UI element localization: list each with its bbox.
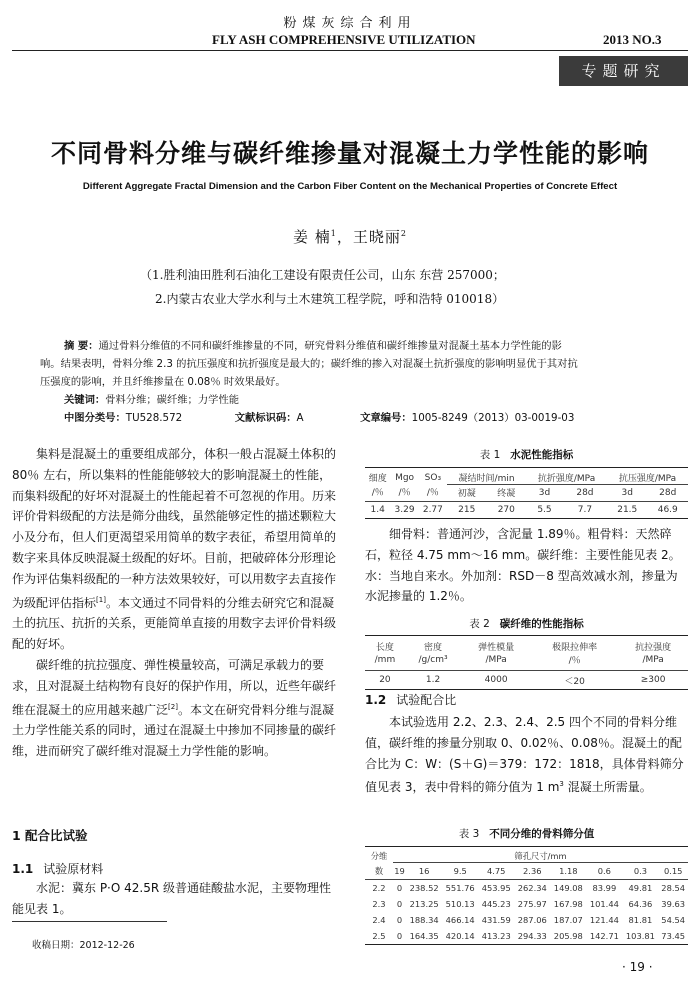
table-1-caption <box>365 447 688 462</box>
abstract-text-1: 通过骨料分维值的不同和碳纤维掺量的不同，研究骨料分维值和碳纤维掺量对混凝土基本力学性能的影 <box>98 340 562 352</box>
reference-1: [1] <box>96 595 106 604</box>
t2-header: 密度 <box>424 643 443 653</box>
abstract-label: 摘 要： <box>64 340 99 352</box>
materials-paragraph <box>12 878 336 920</box>
subsection-1-2-heading <box>365 691 456 708</box>
author-1: 姜 楠 <box>293 228 331 246</box>
left-column <box>12 444 336 762</box>
t3-h-dim: 分维 <box>370 851 388 862</box>
table-cell: 466.14 <box>445 914 475 925</box>
mix-sup: 3 <box>559 780 564 789</box>
t3-size: 1.18 <box>559 865 578 876</box>
t2-header: 长度 <box>375 643 394 653</box>
paper-title-en: Different Aggregate Fractal Dimension and the Carbon Fiber Content on the Mechanical Properties of Concrete Effect <box>82 181 618 192</box>
table-cell: 262.34 <box>517 882 547 893</box>
author-1-sup: 1 <box>330 229 337 238</box>
t3-size: 19 <box>394 865 405 876</box>
t1-h-28d: 28d <box>576 487 594 498</box>
table-1-title: 水泥性能指标 <box>510 449 574 461</box>
article-number-label: 文章编号： <box>360 412 412 424</box>
materials-continued <box>365 524 688 607</box>
table-cell: 28.54 <box>661 882 686 893</box>
mix-paragraph <box>365 712 688 798</box>
table-cell: 1.2 <box>425 675 441 685</box>
table-cell: 287.06 <box>517 914 547 925</box>
table-cell: 413.23 <box>481 930 511 941</box>
table-cell: 46.9 <box>657 504 678 515</box>
abstract-line-3: 压强度的影响，并且纤维掺量在 0.08％ 时效果最好。 <box>40 376 286 388</box>
table-row <box>365 928 688 945</box>
subsection-1-1-title: 试验原材料 <box>43 862 104 876</box>
keywords-label: 关键词： <box>64 394 106 406</box>
t3-size: 9.5 <box>453 865 467 876</box>
mix-text <box>365 712 688 798</box>
intro-paragraph-2 <box>12 655 336 762</box>
table-cell: 2.2 <box>372 882 386 893</box>
table-cell: 101.44 <box>589 898 619 909</box>
table-cell: 121.44 <box>589 914 619 925</box>
t3-size: 16 <box>418 865 430 876</box>
paper-title: 不同骨料分维与碳纤维掺量对混凝土力学性能的影响 <box>50 139 649 168</box>
table-cell: 275.97 <box>517 898 547 909</box>
table-3 <box>365 846 688 945</box>
table-cell: 49.81 <box>628 882 653 893</box>
table-cell: 2.5 <box>372 930 386 941</box>
t2-unit: /MPa <box>642 654 664 665</box>
table-cell: ≥300 <box>640 675 666 685</box>
t2-header: 极限拉伸率 <box>552 643 598 653</box>
intro-paragraph-1 <box>12 444 336 655</box>
table-cell: 7.7 <box>577 504 593 515</box>
table-2-title: 碳纤维的性能指标 <box>499 618 584 630</box>
subsection-1-1-number: 1.1 <box>12 862 34 876</box>
t3-size: 0.15 <box>663 865 683 876</box>
table-cell: 64.36 <box>628 898 653 909</box>
t1-h-unit: /％ <box>426 487 439 498</box>
table-cell: 0 <box>396 930 403 941</box>
table-cell: 215 <box>458 504 476 515</box>
table-3-title: 不同分维的骨料筛分值 <box>489 828 595 840</box>
table-cell: 445.23 <box>481 898 511 909</box>
t2-unit: /MPa <box>485 654 507 665</box>
table-row <box>365 912 688 928</box>
intro-text-1a: 集料是混凝土的重要组成部分，体积一般占混凝土体积的 80％ 左右，所以集料的性能能够较大的影响混凝土的性能，而集料级配的好坏对混凝土的性能起着不可忽视的作用。历来评价骨料级配的方法是筛分曲线，虽然能够定性的描述颗粒大小及分布，但人们更渴望采用简单的数字表征，希望用简单的数字来具体反映混凝土级配的好坏。目前，把破碎体分形理论作为评估集料级配的一种方法效果较好，可以用数字去直接作为级配评估指标 <box>12 447 337 610</box>
table-cell: 0 <box>396 898 403 909</box>
table-2-number: 表 2 <box>469 618 490 630</box>
footnote-rule <box>12 921 167 922</box>
abstract-line-1 <box>64 337 562 352</box>
clc-code: TU528.572 <box>125 412 183 424</box>
table-cell: 510.13 <box>445 898 475 909</box>
affiliation-2: 2.内蒙古农业大学水利与土木建筑工程学院，呼和浩特 010018） <box>155 292 505 306</box>
journal-name-en: FLY ASH COMPREHENSIVE UTILIZATION <box>212 32 476 47</box>
table-cell: 205.98 <box>553 930 583 941</box>
intro-text-2b: 。本文在研究骨料分维与混凝土力学性能关系的同时，通过在混凝土中掺加不同掺量的碳纤维，进而研究了碳纤维对混凝土力学性能的影响。 <box>12 702 337 759</box>
cement-text: 水泥：冀东 P·O 42.5R 级普通硅酸盐水泥，主要物理性能见表 1。 <box>12 881 331 916</box>
t1-h-comp: 抗压强度/MPa <box>607 468 688 485</box>
table-3-caption <box>365 826 688 841</box>
table-cell: 0 <box>396 882 403 893</box>
table-cell: 551.76 <box>445 882 475 893</box>
table-cell: 453.95 <box>481 882 511 893</box>
table-row <box>365 896 688 912</box>
subsection-1-1-heading <box>12 860 103 877</box>
table-cell: 73.45 <box>661 930 686 941</box>
authors <box>0 226 700 247</box>
table-cell: 188.34 <box>409 914 439 925</box>
subsection-1-2-number: 1.2 <box>365 693 387 707</box>
subsection-1-2-title: 试验配合比 <box>396 693 457 707</box>
table-cell: 1.4 <box>370 504 385 515</box>
received-date: 收稿日期：2012-12-26 <box>32 940 135 951</box>
t2-unit: /g/cm³ <box>418 654 448 665</box>
intro-text-1b: 。本文通过不同骨料的分维去研究它和混凝土的抗压、抗折的关系，更能简单直接的用数字去评价骨料级配的好坏。 <box>12 595 337 652</box>
t1-h-flex: 抗折强度/MPa <box>526 468 607 485</box>
table-cell: 187.07 <box>553 914 583 925</box>
t3-size: 0.3 <box>633 865 648 876</box>
t2-unit: /％ <box>568 656 581 666</box>
table-cell: 420.14 <box>445 930 475 941</box>
t2-unit: /mm <box>374 654 396 665</box>
table-cell: 2.77 <box>422 504 443 515</box>
section-1-heading: 1 配合比试验 <box>12 828 88 843</box>
aggregate-text: 细骨料：普通河沙，含泥量 1.89％。粗骨料：天然碎石，粒径 4.75 mm～16 mm。碳纤维：主要性能见表 2。水：当地自来水。外加剂：RSD－8 型高效减水剂，掺量为水泥掺量的 1.2％。 <box>365 527 681 604</box>
table-2-caption <box>365 616 688 631</box>
t1-h-initial: 初凝 <box>457 489 476 500</box>
table-cell: 20 <box>379 675 391 685</box>
t3-size: 2.36 <box>523 865 542 876</box>
issue-number: 2013 NO.3 <box>603 32 662 47</box>
affiliation-1: （1.胜利油田胜利石油化工建设有限责任公司，山东 东营 257000； <box>140 268 505 282</box>
table-cell: 103.81 <box>625 930 655 941</box>
table-cell: 83.99 <box>592 882 617 893</box>
table-cell: 238.52 <box>409 882 439 893</box>
journal-name-cn: 粉煤灰综合利用 <box>283 16 417 31</box>
table-cell: 213.25 <box>409 898 439 909</box>
t1-h-mgo: Mgo <box>395 472 415 483</box>
table-cell: ＜20 <box>564 676 585 687</box>
table-cell: 2.3 <box>372 898 386 909</box>
doc-code-label: 文献标识码： <box>234 412 297 424</box>
t3-size: 0.6 <box>597 865 611 876</box>
clc-label: 中图分类号： <box>64 412 126 424</box>
t3-h-dim2: 数 <box>374 865 384 876</box>
keywords-line <box>64 391 239 406</box>
table-cell: 21.5 <box>617 504 638 515</box>
table-cell: 149.08 <box>553 882 583 893</box>
table-cell: 2.4 <box>372 914 386 925</box>
article-number: 1005-8249（2013）03-0019-03 <box>411 412 575 424</box>
reference-2: [2] <box>168 702 178 711</box>
t2-header: 抗拉强度 <box>635 643 672 653</box>
keywords: 骨料分维；碳纤维；力学性能 <box>105 394 240 406</box>
t1-h-3d: 3d <box>538 487 551 498</box>
table-cell: 81.81 <box>628 914 653 925</box>
author-2-sup: 2 <box>400 229 407 238</box>
abstract-line-2: 响。结果表明，骨料分维 2.3 的抗压强度和抗折强度是最大的；碳纤维的掺入对混凝土抗折强度的影响明显优于其对抗 <box>40 358 578 370</box>
table-3-number: 表 3 <box>458 828 480 840</box>
table-cell: 4000 <box>484 675 508 685</box>
table-2 <box>365 635 688 690</box>
classification-line <box>64 409 574 424</box>
table-cell: 3.29 <box>394 504 415 515</box>
section-badge: 专题研究 <box>559 56 688 86</box>
table-cell: 142.71 <box>589 930 619 941</box>
t1-h-unit: /％ <box>371 487 384 498</box>
intro-text-2a: 碳纤维的抗拉强度、弹性模量较高，可满足承载力的要求，且对混凝土结构物有良好的保护作用，所以，近些年碳纤维在混凝土的应用越来越广泛 <box>12 657 337 717</box>
page-number: · 19 · <box>622 960 653 974</box>
t1-h-unit: /％ <box>398 487 411 498</box>
table-cell: 167.98 <box>553 898 583 909</box>
table-cell: 431.59 <box>481 914 511 925</box>
table-cell: 39.63 <box>661 898 686 909</box>
author-2: 王晓丽 <box>352 228 401 246</box>
table-1 <box>365 467 688 519</box>
t1-h-final: 终凝 <box>497 489 516 500</box>
mix-text-b: 混凝土所需量。 <box>563 780 652 795</box>
header-rule <box>12 50 688 51</box>
table-cell: 294.33 <box>517 930 547 941</box>
t1-h-28d: 28d <box>659 487 677 498</box>
table-cell: 164.35 <box>409 930 439 941</box>
mix-text-a: 本试验选用 2.2、2.3、2.4、2.5 四个不同的骨料分维值，碳纤维的掺量分别取 0、0.02％、0.08％。混凝土的配合比为 C：W：(S＋G)＝379：172：1818，具体骨料筛分值见表 3，表中骨料的筛分值为 1 m <box>365 715 684 795</box>
doc-code: A <box>296 412 304 424</box>
t1-h-3d: 3d <box>621 487 633 498</box>
t3-h-sieve: 筛孔尺寸/mm <box>393 847 688 863</box>
table-1-number: 表 1 <box>479 449 501 461</box>
t1-h-so3: SO₃ <box>424 472 442 483</box>
table-cell: 270 <box>497 504 515 515</box>
table-cell: 0 <box>396 914 403 925</box>
t1-h-fineness: 细度 <box>368 474 387 485</box>
t3-size: 4.75 <box>486 865 506 876</box>
author-separator: ， <box>336 228 353 246</box>
t1-h-setting: 凝结时间/min <box>447 468 526 485</box>
table-cell: 54.54 <box>661 914 686 925</box>
t2-header: 弹性模量 <box>478 643 515 653</box>
table-row <box>365 879 688 896</box>
table-cell: 5.5 <box>537 504 552 515</box>
